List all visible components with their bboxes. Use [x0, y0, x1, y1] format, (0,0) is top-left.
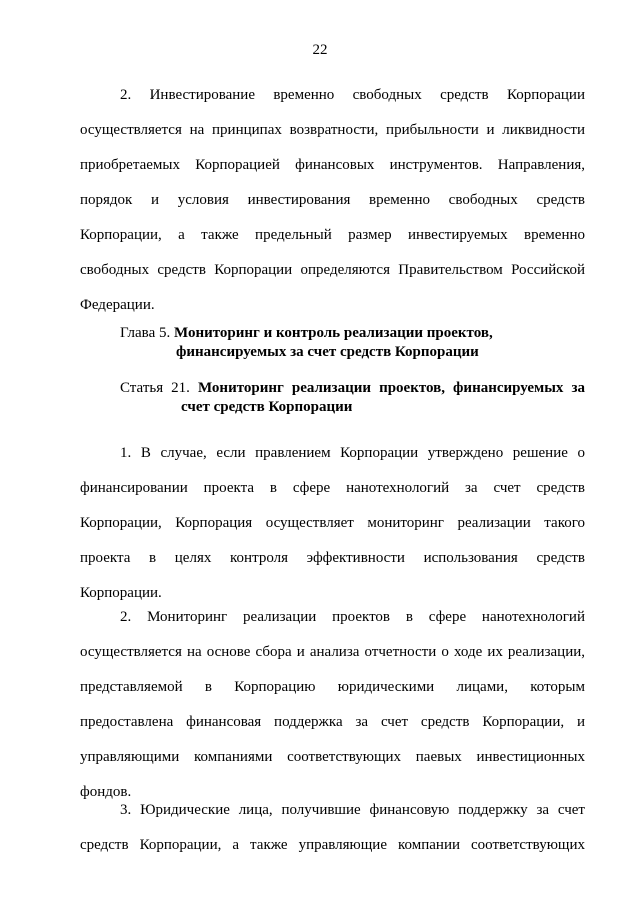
- text-line: 2. Инвестирование временно свободных средств Корпорации: [120, 87, 585, 103]
- chapter-title-line1: Мониторинг и контроль реализации проектов,: [173, 325, 493, 341]
- article-heading: [120, 379, 585, 417]
- text-line: Корпорации.: [80, 585, 162, 601]
- text-line: Корпорации, Корпорация осуществляет мониторинг реализации такого: [80, 515, 585, 531]
- chapter-prefix: Глава 5.: [120, 325, 174, 341]
- article-title-line2: счет средств Корпорации: [181, 399, 353, 415]
- text-line: Федерации.: [80, 297, 155, 313]
- chapter-heading: [120, 324, 585, 362]
- paragraph-monitoring: [80, 600, 585, 810]
- article-prefix: Статья 21.: [120, 380, 198, 396]
- text-line: 1. В случае, если правлением Корпорации утверждено решение о: [120, 445, 585, 461]
- text-line: осуществляется на принципах возвратности, прибыльности и ликвидности: [80, 122, 585, 138]
- text-line: управляющими компаниями соответствующих паевых инвестиционных: [80, 749, 585, 765]
- text-line: Корпорации, а также предельный размер инвестируемых временно: [80, 227, 585, 243]
- text-line: осуществляется на основе сбора и анализа отчетности о ходе их реализации,: [80, 644, 585, 660]
- text-line: предоставлена финансовая поддержка за счет средств Корпорации, и: [80, 714, 585, 730]
- text-line: средств Корпорации, а также управляющие компании соответствующих: [80, 837, 585, 853]
- text-line: проекта в целях контроля эффективности использования средств: [80, 550, 585, 566]
- paragraph-legal-entities: [80, 793, 585, 863]
- paragraph-case: [80, 436, 585, 611]
- chapter-title-line2: финансируемых за счет средств Корпорации: [176, 344, 479, 360]
- text-line: фондов.: [80, 784, 132, 800]
- text-line: приобретаемых Корпорацией финансовых инструментов. Направления,: [80, 157, 585, 173]
- text-line: порядок и условия инвестирования временно свободных средств: [80, 192, 585, 208]
- text-line: финансировании проекта в сфере нанотехнологий за счет средств: [80, 480, 585, 496]
- text-line: свободных средств Корпорации определяются Правительством Российской: [80, 262, 585, 278]
- text-line: 2. Мониторинг реализации проектов в сфере нанотехнологий: [120, 609, 585, 625]
- article-title-line1: Мониторинг реализации проектов, финансируемых за: [197, 380, 585, 396]
- text-line: представляемой в Корпорацию юридическими лицами, которым: [80, 679, 585, 695]
- paragraph-investment: [80, 78, 585, 323]
- text-line: 3. Юридические лица, получившие финансовую поддержку за счет: [120, 802, 585, 818]
- page-number: 22: [312, 42, 328, 58]
